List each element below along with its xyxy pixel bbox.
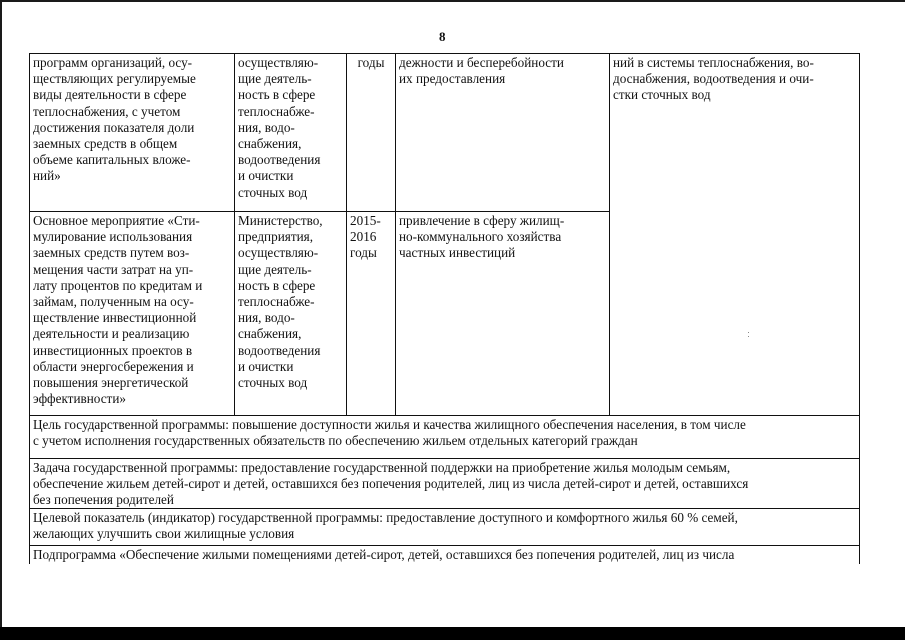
- scan-bottom-bar: [0, 627, 905, 640]
- period-cell-continued: годы: [347, 54, 396, 212]
- executor-cell-continued: осуществляю- щие деятель- ность в сфере теплоснабже- ния, водо- снабжения, водоотведения и очистки сточных вод: [235, 54, 347, 212]
- measure-cell-continued: программ организаций, осу- ществляющих регулируемые виды деятельности в сфере теплоснабжения, с учетом достижения показателя доли заемных средств в общем объеме капитальных вложе- ний»: [30, 54, 235, 212]
- scan-speck: [748, 332, 749, 333]
- result-cell-private-investment: привлечение в сферу жилищ- но-коммунального хозяйства частных инвестиций: [396, 212, 610, 416]
- target-indicator-row: Целевой показатель (индикатор) государственной программы: предоставление доступного и комфортного жилья 60 % семей, желающих улучшить свои жилищные условия: [30, 509, 859, 546]
- program-task-row: Задача государственной программы: предоставление государственной поддержки на приобретение жилья молодым семьям, обеспечение жильем детей-сирот и детей, оставшихся без попечения родителей, лиц из числа детей-сирот и детей, оставшихся без попечения родителей: [30, 459, 859, 509]
- subprogram-row: Подпрограмма «Обеспечение жилыми помещениями детей-сирот, детей, оставшихся без попечения родителей, лиц из числа: [33, 547, 735, 562]
- result-cell-continued: дежности и бесперебойности их предоставления: [396, 54, 610, 212]
- executor-cell-ministry: Министерство, предприятия, осуществляю- щие деятель- ность в сфере теплоснабже- ния, водо- снабжения, водоотведения и очистки сточных вод: [235, 212, 347, 416]
- scan-top-edge: [0, 0, 905, 2]
- program-goal-row: Цель государственной программы: повышение доступности жилья и качества жилищного обеспечения населения, в том числе с учетом исполнения государственных обязательств по обеспечению жильем отдельных категорий граждан: [30, 416, 859, 459]
- page-number: 8: [439, 29, 446, 44]
- indicator-link-cell: ний в системы теплоснабжения, во- доснабжения, водоотведения и очи- стки сточных вод: [610, 54, 859, 416]
- scan-speck: [748, 336, 749, 337]
- scan-left-edge: [0, 0, 2, 640]
- program-table: [29, 53, 860, 564]
- measure-cell-main-activity: Основное мероприятие «Сти- мулирование использования заемных средств путем воз- мещения части затрат на уп- лату процентов по кредитам и займам, полученным на осу- ществление инвестиционной деятельности и реализацию инвестиционных проектов в области энергосбережения и повышения энергетической эффективности»: [30, 212, 235, 416]
- period-cell-2015-2016: 2015- 2016 годы: [347, 212, 396, 416]
